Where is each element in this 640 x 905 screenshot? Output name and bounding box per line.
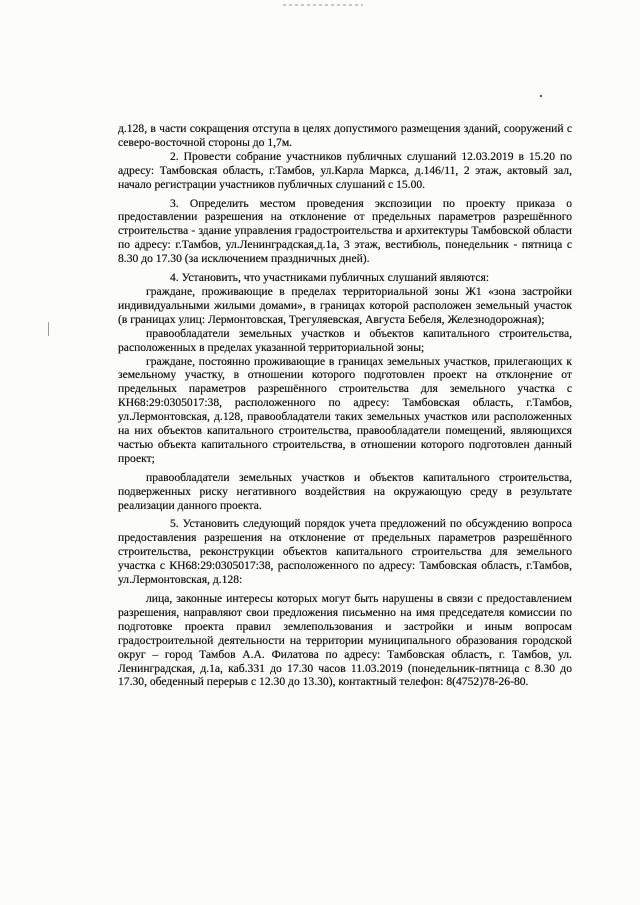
paragraph-1: д.128, в части сокращения отступа в целях допустимого размещения зданий, сооружений с северо-восточной стороны до 1,7м.	[118, 122, 572, 149]
paragraph-9: 5. Установить следующий порядок учета предложений по обсуждению вопроса предоставления разрешения на отклонение от предельных параметров разрешённого строительства, реконструкции объектов капитального строительства для земельного участка с КН68:29:0305017:38, расположенного по адресу: Тамбовская область, г.Тамбов, ул.Лермонтовская, д.128:	[118, 517, 572, 587]
scan-artifact-top	[283, 4, 363, 6]
scan-speck	[540, 95, 542, 97]
document-body	[118, 122, 572, 689]
paragraph-5: граждане, проживающие в пределах территориальной зоны Ж1 «зона застройки индивидуальными жилыми домами», в границах которой расположен земельный участок (в границах улиц: Лермонтовская, Трегуляевская, Августа Бебеля, Железнодорожная);	[118, 284, 572, 326]
paragraph-7: граждане, постоянно проживающие в границах земельных участков, прилегающих к земельному участку, в отношении которого подготовлен проект на отклонение от предельных параметров разрешённого строительства для земельного участка с КН68:29:0305017:38, расположенного по адресу: Тамбовская область, г.Тамбов, ул.Лермонтовская, д.128, правообладатели таких земельных участков или расположенных на них объектов капитального строительства, правообладатели помещений, являющихся частью объекта капитального строительства, в отношении которого подготовлен данный проект;	[118, 354, 572, 465]
paragraph-6: правообладатели земельных участков и объектов капитального строительства, расположенных в пределах указанной территориальной зоны;	[118, 326, 572, 354]
paragraph-8: правообладатели земельных участков и объектов капитального строительства, подверженных риску негативного воздействия на окружающую среду в результате реализации данного проекта.	[118, 470, 572, 512]
paragraph-10: лица, законные интересы которых могут быть нарушены в связи с предоставлением разрешения, направляют свои предложения письменно на имя председателя комиссии по подготовке проекта правил землепользования и застройки и иным вопросам градостроительной деятельности на территории муниципального образования городской округ – город Тамбов А.А. Филатова по адресу: Тамбовская область, г. Тамбов, ул. Ленинградская, д.1а, каб.331 до 17.30 часов 11.03.2019 (понедельник-пятница с 8.30 до 17.30, обеденный перерыв с 12.30 до 13.30), контактный телефон: 8(4752)78-26-80.	[118, 592, 572, 689]
paragraph-4: 4. Установить, что участниками публичных слушаний являются:	[170, 271, 490, 285]
paragraph-2: 2. Провести собрание участников публичных слушаний 12.03.2019 в 15.20 по адресу: Тамбовская область, г.Тамбов, ул.Карла Маркса, д.146/11, 2 этаж, актовый зал, начало регистрации участников публичных слушаний с 15.00.	[118, 149, 572, 191]
scan-speck	[48, 322, 49, 336]
paragraph-3: 3. Определить местом проведения экспозиции по проекту приказа о предоставлении разрешения на отклонение от предельных параметров разрешённого строительства - здание управления градостроительства и архитектуры Тамбовской области по адресу: г.Тамбов, ул.Ленинградская,д.1а, 3 этаж, вестибюль, понедельник - пятница с 8.30 до 17.30 (за исключением праздничных дней).	[118, 196, 572, 266]
